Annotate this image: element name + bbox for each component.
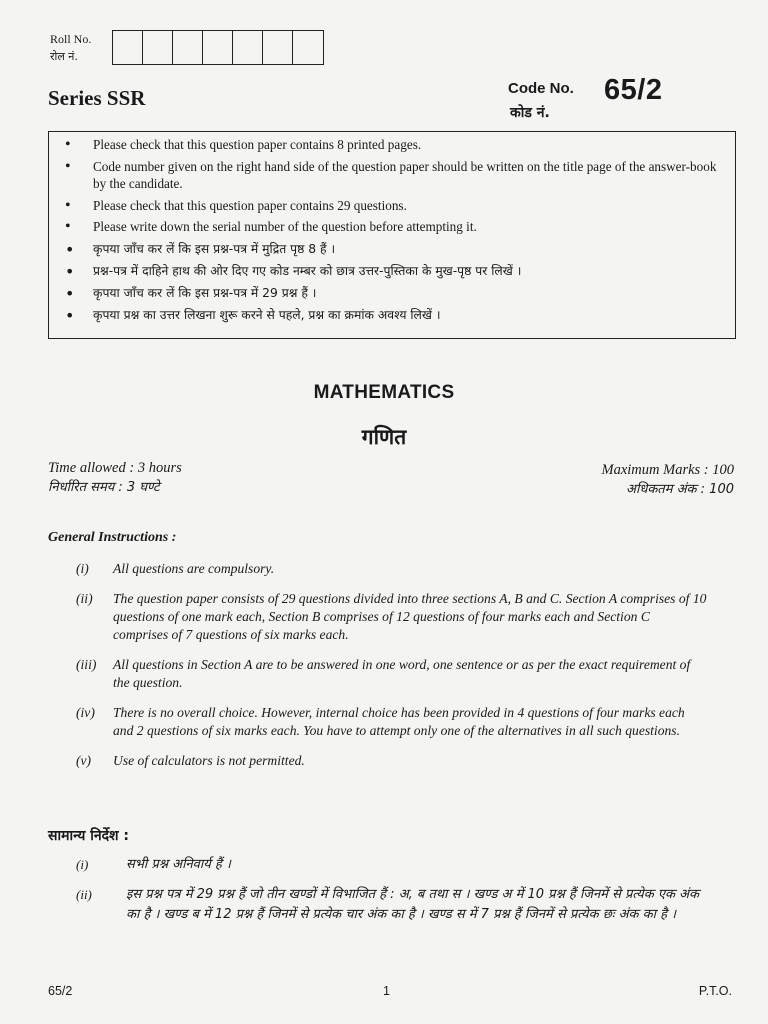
instruction-item: (iii) All questions in Section A are to be answered in one word, one sentence or as per the exact requirement of the question. — [76, 657, 691, 690]
checklist-item: • प्रश्न-पत्र में दाहिने हाथ की ओर दिए गए कोड नम्बर को छात्र उत्तर-पुस्तिका के मुख-पृष्ठ पर लिखें । — [63, 262, 723, 281]
series-label: Series SSR — [48, 86, 146, 110]
roll-digit-box — [203, 31, 233, 64]
checklist-item: • कृपया प्रश्न का उत्तर लिखना शुरू करने से पहले, प्रश्न का क्रमांक अवश्य लिखें । — [63, 306, 723, 325]
subject-title-hindi: गणित — [361, 425, 407, 449]
instruction-item: (ii) The question paper consists of 29 questions divided into three sections A, B and C. Section A comprises of 10 questions of one mark each, Section B comprises of 12 questions of four marks each and Section C comprises of 7 questions of six marks each. — [76, 591, 707, 642]
roll-digit-box — [293, 31, 323, 64]
instruction-item: (v) Use of calculators is not permitted. — [76, 753, 305, 768]
general-instructions-title-hindi: सामान्य निर्देश : — [48, 828, 130, 844]
roll-digit-box — [173, 31, 203, 64]
checklist-item: • Code number given on the right hand side of the question paper should be written on the title page of the answer-book by the candidate. — [63, 158, 723, 193]
subject-title: MATHEMATICS — [313, 382, 455, 403]
instruction-item-hindi: (ii) इस प्रश्न पत्र में 29 प्रश्न हैं जो तीन खण्डों में विभाजित हैं : अ, ब तथा स । खण्ड अ में 10 प्रश्न हैं जिनमें से प्रत्येक एक अंक का है । खण्ड ब में 12 प्रश्न हैं जिनमें से प्रत्येक चार अंक का है । खण्ड स में 7 प्रश्न हैं जिनमें से प्रत्येक छः अंक का है । — [76, 887, 700, 922]
code-number: 65/2 — [604, 74, 663, 106]
checklist-item: • कृपया जाँच कर लें कि इस प्रश्न-पत्र में 29 प्रश्न हैं । — [63, 284, 723, 303]
roll-digit-box — [263, 31, 293, 64]
page-number: 1 — [383, 984, 390, 998]
checklist-item: • Please check that this question paper contains 29 questions. — [63, 197, 723, 215]
roll-digit-box — [113, 31, 143, 64]
please-turn-over: P.T.O. — [698, 984, 732, 998]
instruction-item: (iv) There is no overall choice. However, internal choice has been provided in 4 questions of four marks each and 2 questions of six marks each. You have to attempt only one of the alternatives in all such questions. — [76, 705, 685, 738]
general-instructions-list-hindi — [48, 855, 713, 935]
roll-number-label: Roll No. रोल नं. — [50, 32, 92, 63]
instruction-item-hindi: (i) सभी प्रश्न अनिवार्य हैं । — [76, 857, 231, 872]
code-label: Code No. — [508, 80, 574, 97]
maximum-marks: Maximum Marks : 100 अधिकतम अंक : 100 — [601, 462, 734, 497]
roll-number-boxes — [112, 30, 324, 65]
footer-code: 65/2 — [48, 984, 73, 998]
checklist-box — [48, 131, 736, 339]
roll-digit-box — [233, 31, 263, 64]
general-instructions-title: General Instructions : — [48, 530, 177, 545]
checklist-item: • Please check that this question paper contains 8 printed pages. — [63, 136, 723, 154]
instruction-item: (i) All questions are compulsory. — [76, 561, 275, 576]
checklist-item: • कृपया जाँच कर लें कि इस प्रश्न-पत्र में मुद्रित पृष्ठ 8 हैं । — [63, 240, 723, 259]
time-allowed: Time allowed : 3 hours निर्धारित समय : 3 घण्टे — [48, 460, 182, 495]
roll-digit-box — [143, 31, 173, 64]
checklist-item: • Please write down the serial number of the question before attempting it. — [63, 218, 723, 236]
general-instructions-list — [48, 560, 708, 782]
code-label-hindi: कोड नं. — [510, 105, 550, 121]
